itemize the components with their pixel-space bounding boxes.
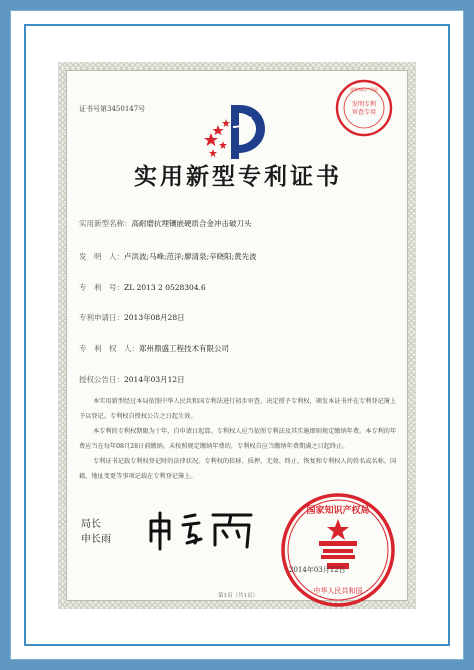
certificate-body [79, 394, 401, 484]
page-footer: 第1页（共1页） [218, 593, 258, 599]
patent-certificate [66, 70, 408, 601]
seal-date: 2014年03月12日 [289, 566, 346, 574]
director-signature-icon [143, 507, 261, 551]
svg-text:国家知识产权局: 国家知识产权局 [306, 506, 370, 516]
field-label: 专 利 权 人 [79, 344, 132, 353]
svg-text:中华人民共和国: 中华人民共和国 [313, 587, 363, 595]
svg-text:审查专用: 审查专用 [351, 109, 377, 116]
field-row-utility-name: 实用新型名称：高耐磨抗埋镶嵌硬质合金冲击破刀头 [79, 219, 252, 228]
body-paragraph: 本专利的专利权期限为十年，自申请日起算。专利权人应当依照专利法及其实施细则规定缴纳年费。本专利的年费应当在每年08月28日前缴纳。未按照规定缴纳年费的，专利权自应当缴纳年费期满之日起终止。 [79, 428, 397, 450]
certificate-number: 证书号第3450147号 [79, 105, 146, 113]
field-label: 专 利 号 [79, 283, 117, 292]
field-label: 实用新型名称 [79, 219, 124, 228]
director-block [81, 517, 111, 547]
patent-office-logo-icon [193, 97, 273, 165]
field-row-patentee: 专 利 权 人：郑州鼎盛工程技术有限公司 [79, 344, 229, 353]
field-row-patent-number: 专 利 号：ZL 2013 2 0528304.6 [79, 283, 206, 292]
svg-text:国家知识产权局: 国家知识产权局 [350, 87, 378, 92]
field-row-inventors: 发 明 人：卢洪波;马峰;范洋;廖清泉;辛晓阳;黄先波 [79, 252, 257, 261]
field-value: ZL 2013 2 0528304.6 [124, 283, 206, 292]
body-paragraph: 专利证书记载专利权登记时的法律状况。专利权的转移、质押、无效、终止、恢复和专利权人的姓名或名称、国籍、地址变更等事项记载在专利登记簿上。 [79, 458, 397, 480]
svg-text:发明专利: 发明专利 [351, 101, 377, 108]
director-title: 局长 [81, 519, 101, 530]
field-row-grant-date: 授权公告日：2014年03月12日 [79, 375, 185, 384]
field-value: 2014年03月12日 [124, 375, 185, 384]
field-label: 授权公告日 [79, 375, 117, 384]
field-value: 卢洪波;马峰;范洋;廖清泉;辛晓阳;黄先波 [124, 252, 257, 261]
field-value: 2013年08月28日 [124, 313, 185, 322]
field-value: 高耐磨抗埋镶嵌硬质合金冲击破刀头 [131, 219, 252, 228]
certificate-title: 实用新型专利证书 [134, 164, 342, 190]
field-label: 发 明 人 [79, 252, 117, 261]
field-label: 专利申请日 [79, 313, 117, 322]
body-paragraph: 本实用新型经过本局依照中华人民共和国专利法进行初步审查，决定授予专利权，颁发本证书并在专利登记簿上予以登记。专利权自授权公告之日起生效。 [79, 398, 397, 420]
top-right-seal-icon [335, 79, 393, 137]
field-value: 郑州鼎盛工程技术有限公司 [139, 344, 229, 353]
director-name: 申长雨 [81, 534, 111, 545]
field-row-application-date: 专利申请日：2013年08月28日 [79, 313, 185, 322]
